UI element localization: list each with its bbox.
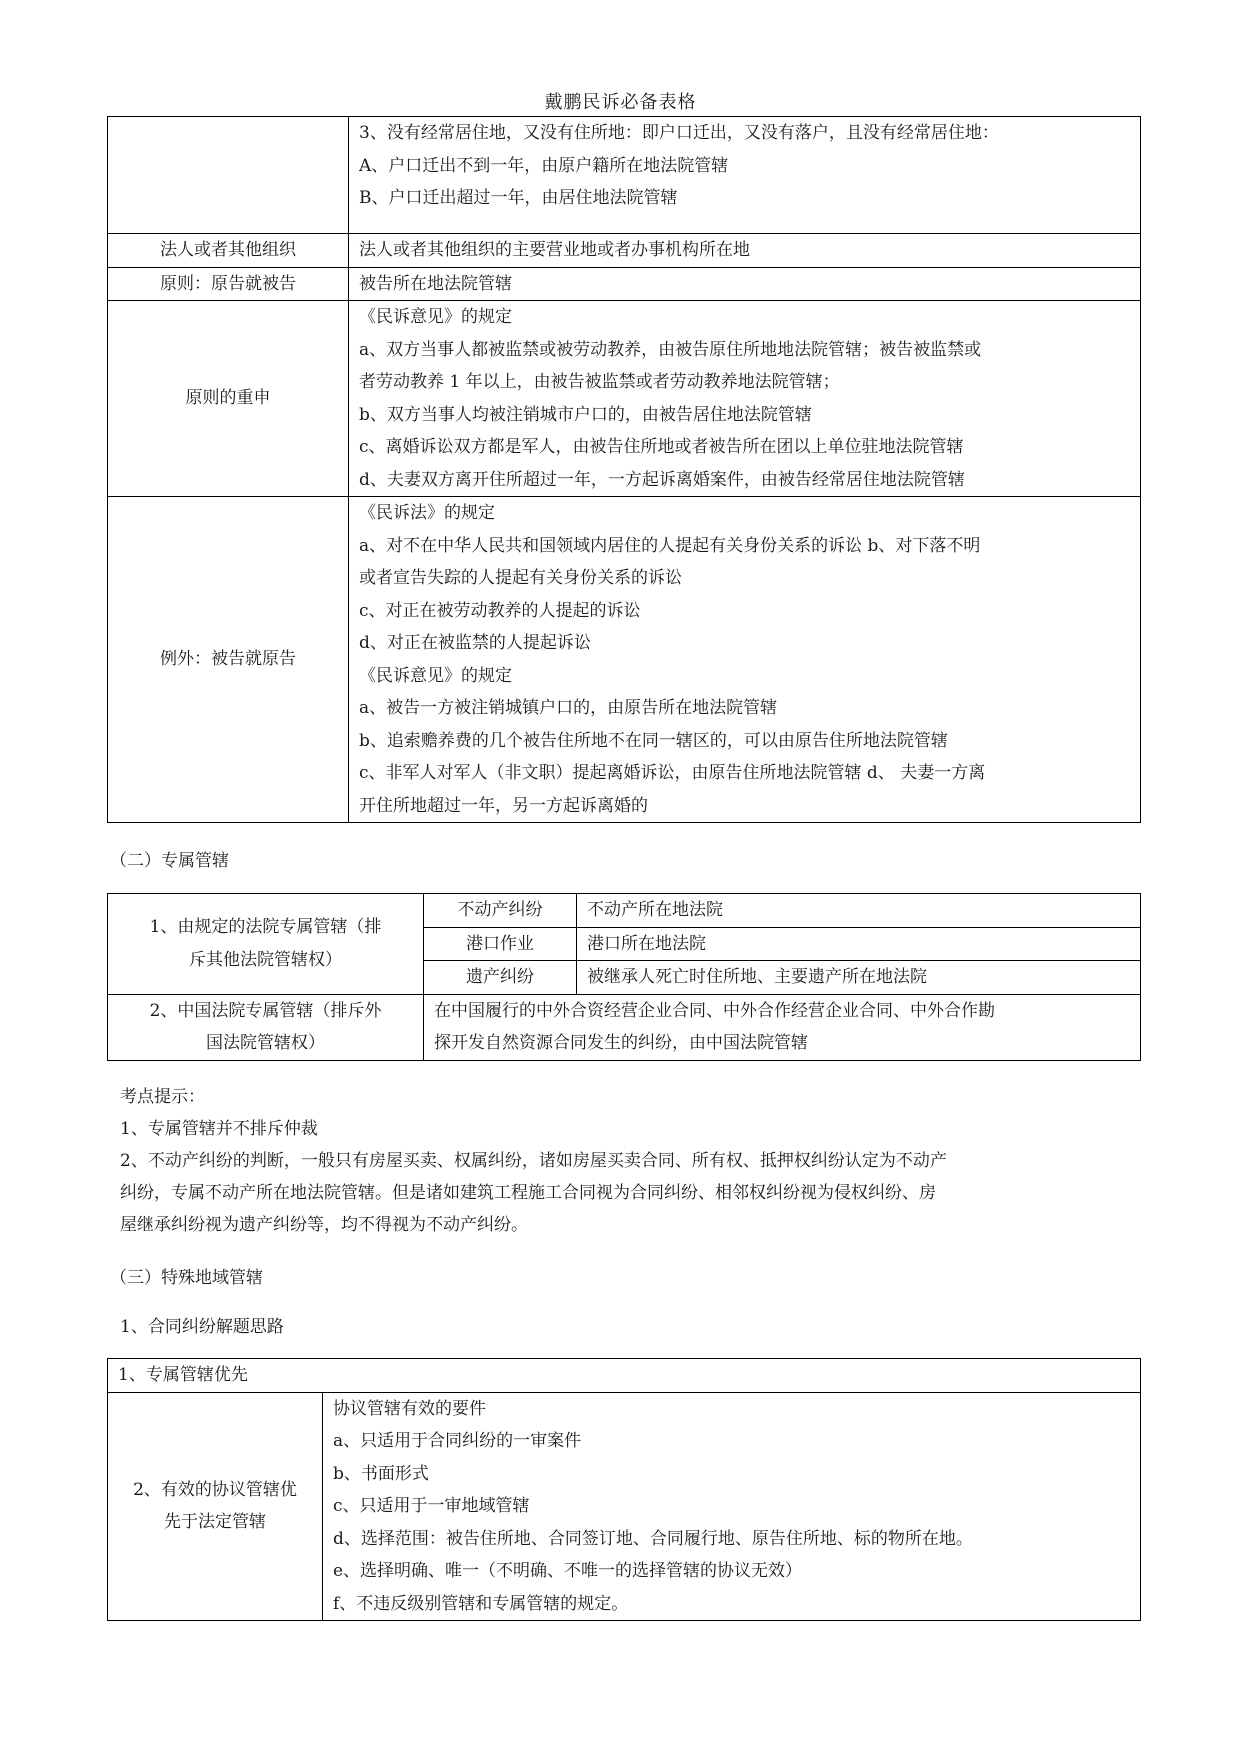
- court-location: 被继承人死亡时住所地、主要遗产所在地法院: [577, 961, 1141, 995]
- text-line: 《民诉意见》的规定: [359, 665, 512, 686]
- note-item: 2、不动产纠纷的判断，一般只有房屋买卖、权属纠纷，诸如房屋买卖合同、所有权、抵押权纠纷认定为不动产: [120, 1151, 947, 1171]
- text-line: e、选择明确、唯一（不明确、不唯一的选择管辖的协议无效）: [333, 1561, 803, 1581]
- group-content: [424, 994, 1141, 1060]
- subsection-heading: 1、合同纠纷解题思路: [120, 1317, 284, 1337]
- text-line: c、离婚诉讼双方都是军人，由被告住所地或者被告所在团以上单位驻地法院管辖: [359, 437, 964, 457]
- text-line: 2、有效的协议管辖优: [133, 1479, 297, 1500]
- text-line: 在中国履行的中外合资经营企业合同、中外合作经营企业合同、中外合作勘: [434, 1000, 995, 1021]
- dispute-type: 港口作业: [424, 927, 577, 961]
- text-line: c、只适用于一审地域管辖: [333, 1496, 530, 1516]
- row-label: 原则：原告就被告: [108, 267, 349, 301]
- row-content: 被告所在地法院管辖: [349, 267, 1141, 301]
- text-line: 1、由规定的法院专属管辖（排: [149, 917, 382, 938]
- text-line: 2、中国法院专属管辖（排斥外: [149, 1000, 382, 1021]
- text-line: 《民诉法》的规定: [359, 503, 495, 523]
- text-line: 者劳动教养 1 年以上，由被告被监禁或者劳动教养地法院管辖；: [359, 372, 840, 392]
- row-label: [108, 117, 349, 234]
- text-line: f、不违反级别管辖和专属管辖的规定。: [333, 1593, 629, 1614]
- row-content: [349, 301, 1141, 497]
- text-line: A、户口迁出不到一年，由原户籍所在地法院管辖: [359, 155, 729, 176]
- table-row: [108, 301, 1141, 497]
- notes-heading: 考点提示：: [120, 1087, 205, 1107]
- text-line: 3、没有经常居住地，又没有住所地：即户口迁出，又没有落户，且没有经常居住地：: [359, 123, 999, 143]
- row-label: 原则的重申: [108, 301, 349, 497]
- table-row: [108, 1392, 1141, 1621]
- text-line: a、双方当事人都被监禁或被劳动教养，由被告原住所地地法院管辖；被告被监禁或: [359, 339, 982, 360]
- group-label: [108, 994, 424, 1060]
- text-line: 协议管辖有效的要件: [333, 1398, 486, 1419]
- text-line: 先于法定管辖: [164, 1512, 266, 1533]
- table-row: [108, 894, 1141, 928]
- text-line: 或者宣告失踪的人提起有关身份关系的诉讼: [359, 568, 682, 588]
- table-row: [108, 267, 1141, 301]
- text-line: b、双方当事人均被注销城市户口的，由被告居住地法院管辖: [359, 404, 812, 425]
- text-line: c、对正在被劳动教养的人提起的诉讼: [359, 600, 641, 621]
- text-line: 开住所地超过一年，另一方起诉离婚的: [359, 795, 648, 816]
- court-location: 港口所在地法院: [577, 927, 1141, 961]
- text-line: a、只适用于合同纠纷的一审案件: [333, 1431, 582, 1451]
- dispute-type: 遗产纠纷: [424, 961, 577, 995]
- table-row: [108, 1359, 1141, 1393]
- row-content: [349, 117, 1141, 234]
- text-line: 《民诉意见》的规定: [359, 307, 512, 327]
- table-row: [108, 117, 1141, 234]
- text-line: 探开发自然资源合同发生的纠纷，由中国法院管辖: [434, 1033, 808, 1053]
- row-content: 法人或者其他组织的主要营业地或者办事机构所在地: [349, 234, 1141, 268]
- text-line: a、对不在中华人民共和国领域内居住的人提起有关身份关系的诉讼 b、对下落不明: [359, 535, 981, 556]
- table-row: [108, 497, 1141, 823]
- text-line: a、被告一方被注销城镇户口的，由原告所在地法院管辖: [359, 698, 778, 718]
- text-line: 斥其他法院管辖权）: [189, 949, 342, 970]
- row-label: 法人或者其他组织: [108, 234, 349, 268]
- row-content: 1、专属管辖优先: [108, 1359, 1141, 1393]
- section-heading: （二）专属管辖: [110, 851, 229, 871]
- table-row: [108, 994, 1141, 1060]
- note-item: 纠纷，专属不动产所在地法院管辖。但是诸如建筑工程施工合同视为合同纠纷、相邻权纠纷视为侵权纠纷、房: [120, 1183, 936, 1203]
- text-line: b、追索赡养费的几个被告住所地不在同一辖区的，可以由原告住所地法院管辖: [359, 730, 948, 751]
- jurisdiction-table: [107, 116, 1141, 823]
- row-content: [349, 497, 1141, 823]
- court-location: 不动产所在地法院: [577, 894, 1141, 928]
- text-line: d、对正在被监禁的人提起诉讼: [359, 633, 591, 653]
- text-line: d、选择范围：被告住所地、合同签订地、合同履行地、原告住所地、标的物所在地。: [333, 1528, 973, 1549]
- text-line: b、书面形式: [333, 1463, 429, 1484]
- text-line: c、非军人对军人（非文职）提起离婚诉讼，由原告住所地法院管辖 d、 夫妻一方离: [359, 763, 986, 783]
- note-item: 屋继承纠纷视为遗产纠纷等，均不得视为不动产纠纷。: [120, 1215, 528, 1235]
- contract-dispute-table: [107, 1358, 1141, 1621]
- row-content: [323, 1392, 1141, 1621]
- table-row: [108, 234, 1141, 268]
- exclusive-jurisdiction-table: [107, 893, 1141, 1061]
- text-line: B、户口迁出超过一年，由居住地法院管辖: [359, 188, 678, 208]
- page-title: 戴鹏民诉必备表格: [544, 92, 697, 113]
- row-label: [108, 1392, 323, 1621]
- text-line: 国法院管辖权）: [206, 1033, 325, 1053]
- dispute-type: 不动产纠纷: [424, 894, 577, 928]
- section-heading: （三）特殊地域管辖: [110, 1268, 263, 1288]
- row-label: 例外：被告就原告: [108, 497, 349, 823]
- note-item: 1、专属管辖并不排斥仲裁: [120, 1119, 318, 1139]
- group-label: [108, 894, 424, 995]
- text-line: d、夫妻双方离开住所超过一年，一方起诉离婚案件，由被告经常居住地法院管辖: [359, 469, 965, 490]
